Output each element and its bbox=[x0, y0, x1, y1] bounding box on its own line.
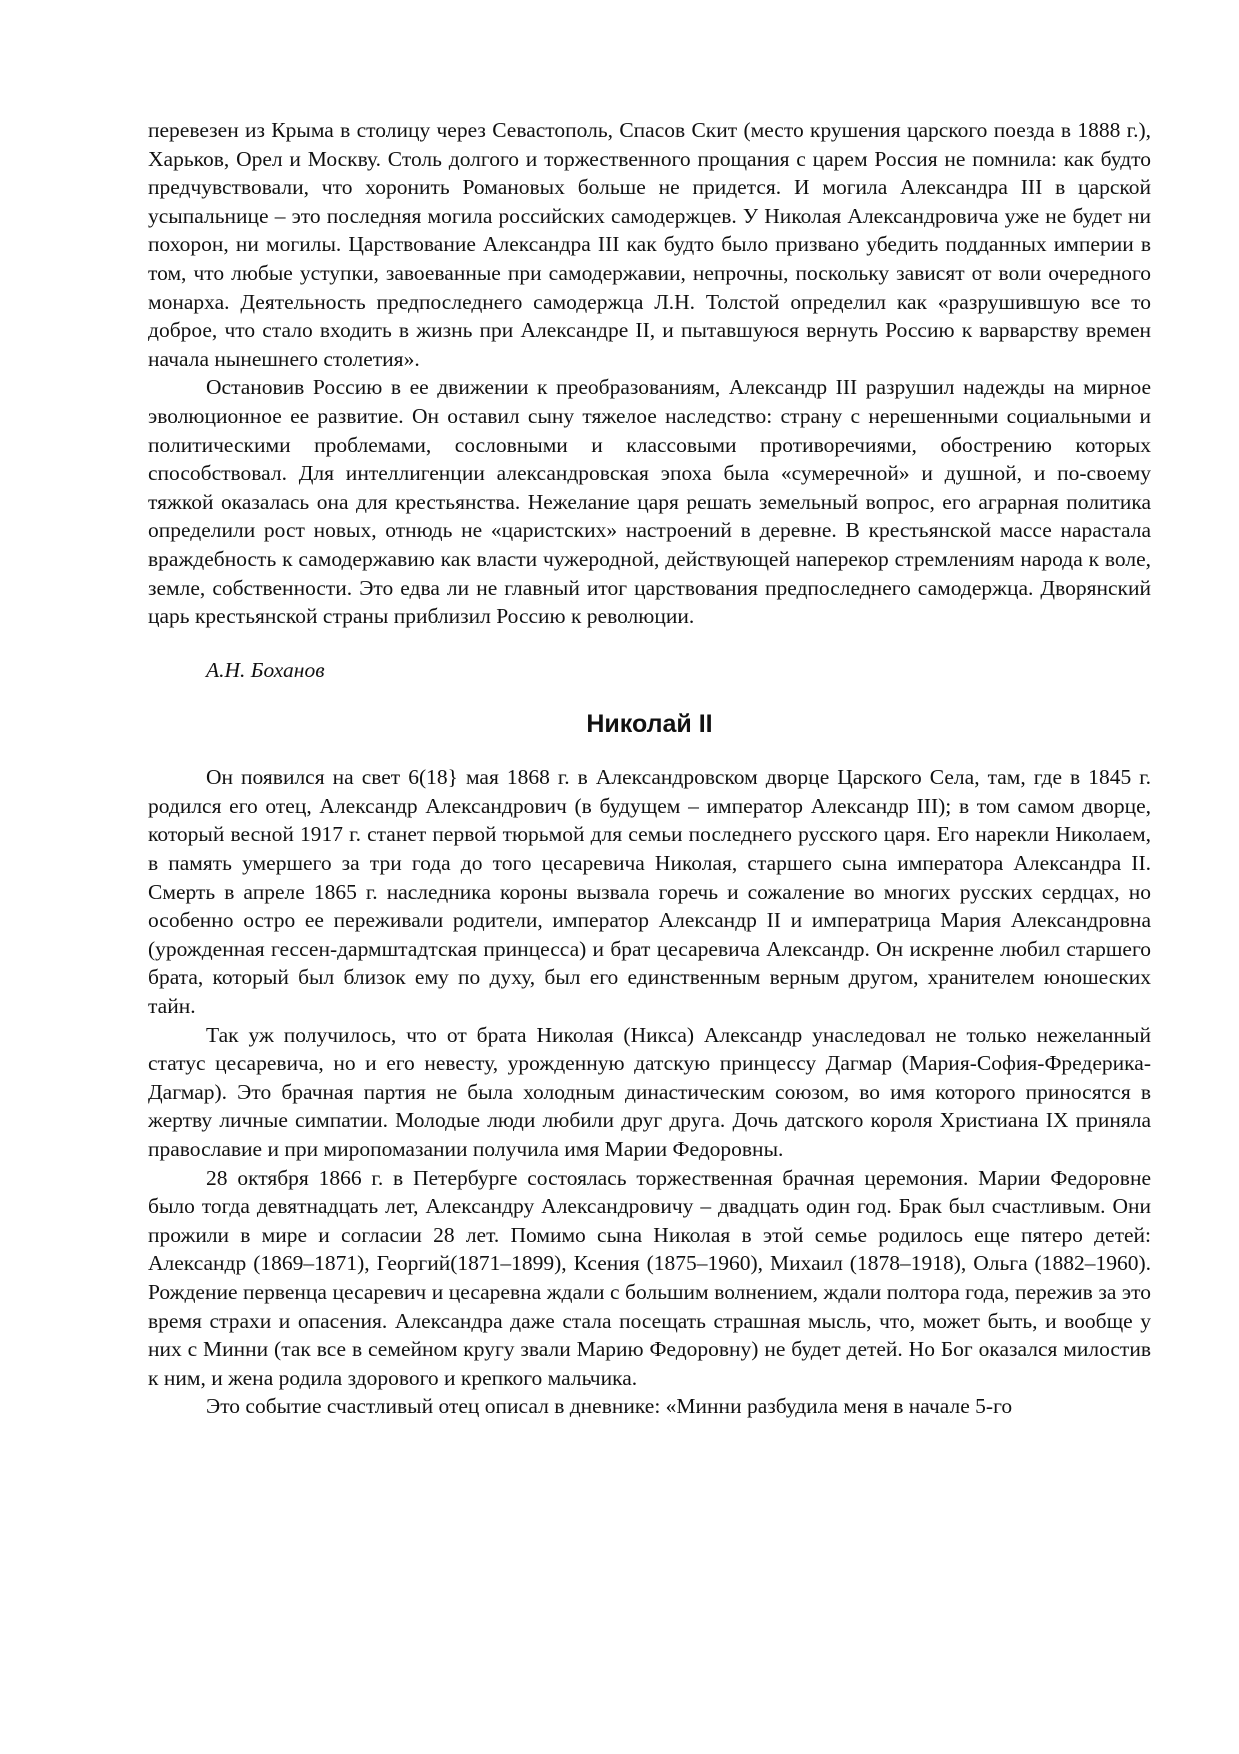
document-page bbox=[148, 116, 1151, 1421]
paragraph: Остановив Россию в ее движении к преобразованиям, Александр III разрушил надежды на мирное эволюционное ее развитие. Он оставил сыну тяжелое наследство: страну с нерешенными социальными и политическими проблемами, сословными и классовыми противоречиями, обострению которых способствовал. Для интеллигенции александровская эпоха была «сумеречной» и душной, и по-своему тяжкой оказалась она для крестьянства. Нежелание царя решать земельный вопрос, его аграрная политика определили рост новых, отнюдь не «царистских» настроений в деревне. В крестьянской массе нарастала враждебность к самодержавию как власти чужеродной, действующей наперекор стремлениям народа к воле, земле, собственности. Это едва ли не главный итог царствования предпоследнего самодержца. Дворянский царь крестьянской страны приблизил Россию к революции. bbox=[148, 375, 1151, 629]
author-signature: А.Н. Боханов bbox=[206, 657, 325, 682]
chapter-title: Николай II bbox=[586, 710, 713, 739]
paragraph: 28 октября 1866 г. в Петербурге состоялась торжественная брачная церемония. Марии Федоровне было тогда девятнадцать лет, Александру Александровичу – двадцать один год. Брак был счастливым. Они прожили в мире и согласии 28 лет. Помимо сына Николая в этой семье родилось еще пятеро детей: Александр (1869–1871), Георгий(1871–1899), Ксения (1875–1960), Михаил (1878–1918), Ольга (1882–1960). Рождение первенца цесаревич и цесаревна ждали с большим волнением, ждали полтора года, пережив за это время страхи и опасения. Александра даже стала посещать страшная мысль, что, может быть, и вообще у них с Минни (так все в семейном кругу звали Марию Федоровну) не будет детей. Но Бог оказался милостив к ним, и жена родила здорового и крепкого мальчика. bbox=[148, 1165, 1151, 1390]
paragraph-continuation: перевезен из Крыма в столицу через Севастополь, Спасов Скит (место крушения царского поезда в 1888 г.), Харьков, Орел и Москву. Столь долгого и торжественного прощания с царем Россия не помнила: как будто предчувствовали, что хоронить Романовых больше не придется. И могила Александра III в царской усыпальнице – это последняя могила российских самодержцев. У Николая Александровича уже не будет ни похорон, ни могилы. Царствование Александра III как будто было призвано убедить подданных империи в том, что любые уступки, завоеванные при самодержавии, непрочны, поскольку зависят от воли очередного монарха. Деятельность предпоследнего самодержца Л.Н. Толстой определил как «разрушившую все то доброе, что стало входить в жизнь при Александре II, и пытавшуюся вернуть Россию к варварству времен начала нынешнего столетия». bbox=[148, 118, 1151, 371]
paragraph: Так уж получилось, что от брата Николая (Никса) Александр унаследовал не только нежеланный статус цесаревича, но и его невесту, урожденную датскую принцессу Дагмар (Мария-София-Фредерика-Дагмар). Это брачная партия не была холодным династическим союзом, во имя которого приносятся в жертву личные симпатии. Молодые люди любили друг друга. Дочь датского короля Христиана IX приняла православие и при миропомазании получила имя Марии Федоровны. bbox=[148, 1022, 1151, 1161]
paragraph: Это событие счастливый отец описал в дневнике: «Минни разбудила меня в начале 5-го bbox=[206, 1394, 1013, 1419]
paragraph: Он появился на свет 6(18} мая 1868 г. в Александровском дворце Царского Села, там, где в 1845 г. родился его отец, Александр Александрович (в будущем – император Александр III); в том самом дворце, который весной 1917 г. станет первой тюрьмой для семьи последнего русского царя. Его нарекли Николаем, в память умершего за три года до того цесаревича Николая, старшего сына императора Александра II. Смерть в апреле 1865 г. наследника короны вызвала горечь и сожаление во многих русских сердцах, но особенно остро ее переживали родители, император Александр II и императрица Мария Александровна (урожденная гессен-дармштадтская принцесса) и брат цесаревича Александр. Он искренне любил старшего брата, который был близок ему по духу, был его единственным верным другом, хранителем юношеских тайн. bbox=[148, 765, 1151, 1019]
